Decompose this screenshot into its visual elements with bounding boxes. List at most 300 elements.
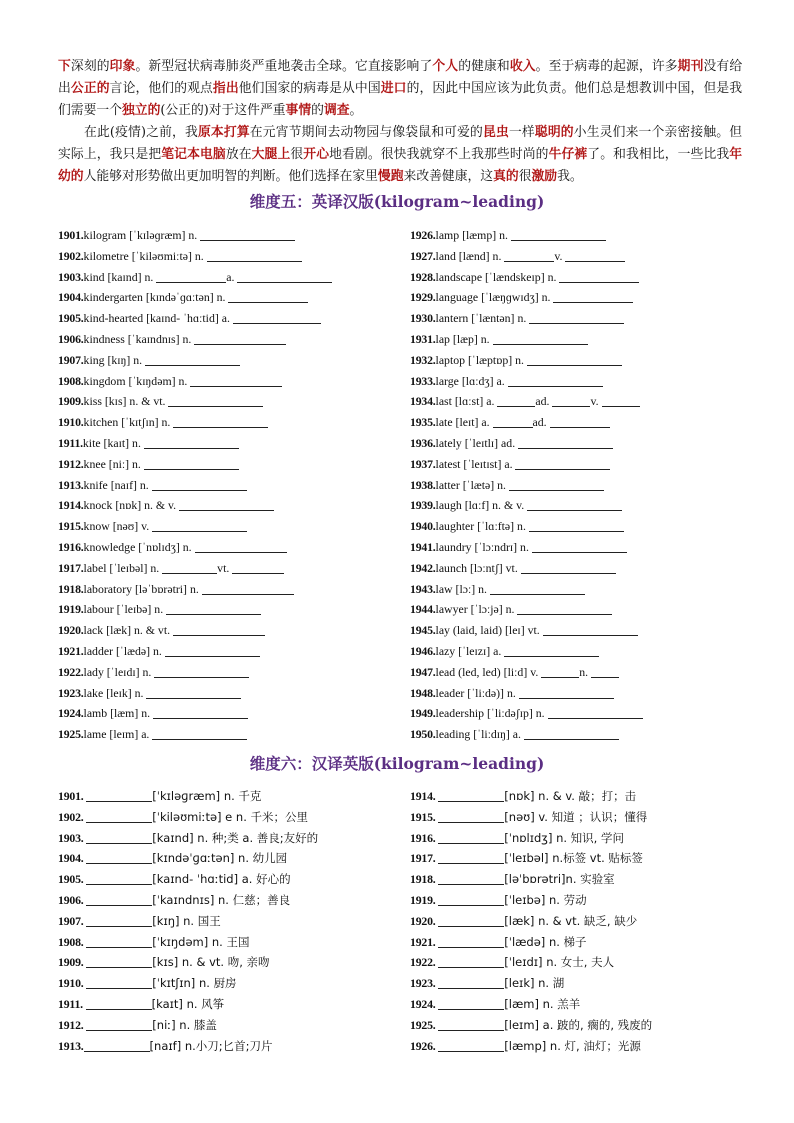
entry-text: know [nəʊ] v. (83, 519, 153, 534)
entry-text: [naɪf] n.小刀;匕首;刀片 (149, 1038, 273, 1053)
entry-text: [ˈlædə] n. 梯子 (504, 934, 587, 949)
entry-text: lay (laid, laid) [leɪ] vt. (435, 623, 543, 638)
passage-text: 在此(疫情)之前，我 (84, 125, 198, 140)
answer-blank[interactable] (86, 925, 152, 927)
entry-number: 1928. (410, 269, 436, 284)
part-of-speech: ad. (535, 394, 553, 409)
part-of-speech: ad. (532, 415, 550, 430)
answer-blank[interactable] (152, 530, 247, 532)
keyword: 独立的 (121, 103, 161, 118)
entry-number: 1937. (410, 456, 436, 471)
answer-blank[interactable] (156, 281, 226, 283)
answer-blank[interactable] (511, 239, 606, 241)
answer-blank[interactable] (162, 572, 217, 574)
entry-text: [ˈkɪtʃɪn] n. 厨房 (152, 976, 237, 991)
answer-blank[interactable] (152, 489, 247, 491)
keyword: 牛仔裤 (548, 147, 588, 162)
entry-text: lamp [læmp] n. (435, 228, 511, 242)
passage-text: 很 (518, 169, 532, 184)
vocab-row (410, 246, 750, 267)
entry-number: 1912. (58, 1017, 87, 1032)
vocab-row (58, 911, 398, 932)
entry-number: 1931. (410, 331, 436, 346)
passage-text: 我。 (557, 169, 583, 184)
answer-blank[interactable] (518, 447, 613, 449)
answer-blank[interactable] (490, 593, 585, 595)
keyword: 指出 (212, 81, 239, 96)
vocab-row (410, 994, 750, 1015)
entry-text: kindness [ˈkaɪndnɪs] n. (83, 331, 195, 346)
entry-number: 1945. (410, 623, 436, 638)
answer-blank[interactable] (438, 904, 504, 906)
entry-text: [ˈkɪŋdəm] n. 王国 (152, 934, 250, 949)
keyword: 调查 (323, 103, 350, 118)
answer-blank[interactable] (233, 322, 321, 324)
passage-text: 的健康和 (458, 59, 510, 74)
answer-blank[interactable] (86, 821, 152, 823)
entry-number: 1914. (410, 789, 439, 803)
entry-text: latter [ˈlætə] n. (435, 477, 509, 492)
answer-blank[interactable] (190, 385, 282, 387)
entry-number: 1922. (58, 664, 84, 679)
entry-number: 1941. (410, 539, 436, 554)
entry-number: 1911. (58, 996, 86, 1011)
passage-text: 很 (290, 147, 304, 162)
entry-number: 1901. (58, 228, 84, 242)
passage-text: 地看剧。很快我就穿不上我那些时尚的 (329, 147, 549, 162)
entry-text: [kɪŋ] n. 国王 (152, 913, 221, 928)
answer-blank[interactable] (438, 1008, 504, 1010)
vocab-row (410, 662, 750, 683)
answer-blank[interactable] (553, 301, 633, 303)
entry-number: 1901. (58, 789, 87, 803)
answer-blank[interactable] (168, 405, 263, 407)
vocab-row (58, 641, 398, 662)
answer-blank[interactable] (86, 966, 152, 968)
answer-blank[interactable] (591, 676, 619, 678)
vocab-row (58, 267, 398, 288)
answer-blank[interactable] (145, 364, 240, 366)
answer-blank[interactable] (529, 322, 624, 324)
entry-text: [læm] n. 羔羊 (504, 996, 581, 1011)
answer-blank[interactable] (86, 904, 152, 906)
keyword: 收入 (509, 59, 536, 74)
answer-blank[interactable] (438, 1029, 504, 1031)
entry-number: 1911. (58, 435, 83, 450)
section5-left-column (58, 225, 398, 745)
keyword: 原本打算 (197, 125, 250, 140)
answer-blank[interactable] (232, 572, 284, 574)
vocab-row (410, 475, 750, 496)
vocab-row (58, 558, 398, 579)
entry-text: kitchen [ˈkɪtʃɪn] n. (83, 415, 174, 430)
entry-number: 1906. (58, 331, 84, 346)
vocab-row (410, 911, 750, 932)
entry-text: leader [ˈliːdə)] n. (435, 685, 519, 700)
entry-number: 1921. (58, 643, 84, 658)
entry-text: ladder [ˈlædə] n. (83, 643, 165, 658)
answer-blank[interactable] (504, 260, 554, 262)
answer-blank[interactable] (194, 343, 286, 345)
vocab-row (58, 225, 398, 246)
answer-blank[interactable] (524, 738, 619, 740)
vocab-row (410, 1036, 750, 1057)
answer-blank[interactable] (86, 1008, 152, 1010)
entry-number: 1940. (410, 519, 436, 534)
keyword: 开心 (303, 147, 330, 162)
entry-number: 1936. (410, 435, 436, 450)
answer-blank[interactable] (497, 405, 535, 407)
vocab-row (410, 412, 750, 433)
vocab-row (58, 308, 398, 329)
entry-text: [ləˈbɒrətri]n. 实验室 (504, 872, 615, 887)
entry-text: lately [ˈleɪtlɪ] ad. (435, 435, 519, 450)
vocab-row (58, 932, 398, 953)
passage-text: 人能够对形势做出更加明智的判断。他们选择在家里 (83, 169, 378, 184)
vocab-row (410, 537, 750, 558)
answer-blank[interactable] (602, 405, 640, 407)
passage-text: 没有给出 (58, 59, 743, 96)
keyword: 慢跑 (377, 169, 404, 184)
entry-number: 1918. (58, 581, 84, 596)
answer-blank[interactable] (543, 634, 638, 636)
answer-blank[interactable] (200, 239, 295, 241)
keyword: 事情 (285, 103, 312, 118)
entry-number: 1906. (58, 892, 87, 907)
entry-number: 1903. (58, 269, 84, 284)
entry-text: laundry [ˈlɔːndrɪ] n. (435, 539, 532, 554)
answer-blank[interactable] (166, 613, 261, 615)
vocab-row (58, 1036, 398, 1057)
entry-text: kind [kaɪnd] n. (83, 269, 157, 284)
passage-text: 在元宵节期间去动物园与像袋鼠和可爱的 (249, 125, 484, 140)
answer-blank[interactable] (86, 862, 152, 864)
vocab-row (410, 579, 750, 600)
entry-text: kilogram [ˈkɪləɡræm] n. (83, 228, 201, 242)
keyword: 下 (58, 59, 71, 74)
entry-number: 1929. (410, 290, 436, 305)
vocab-row (410, 391, 750, 412)
vocab-row (58, 454, 398, 475)
vocab-row (58, 662, 398, 683)
answer-blank[interactable] (521, 572, 616, 574)
vocab-row (58, 1015, 398, 1036)
entry-number: 1926. (410, 1038, 439, 1053)
entry-number: 1944. (410, 602, 436, 617)
entry-text: knock [nɒk] n. & v. (83, 498, 180, 513)
vocab-row (410, 454, 750, 475)
answer-blank[interactable] (438, 946, 504, 948)
entry-number: 1907. (58, 352, 84, 367)
answer-blank[interactable] (559, 281, 639, 283)
answer-blank[interactable] (154, 676, 249, 678)
passage-paragraph-2 (58, 122, 742, 188)
answer-blank[interactable] (438, 862, 504, 864)
entry-text: [ˈkiləʊmiːtə] e n. 千米；公里 (152, 809, 309, 824)
entry-text: leadership [ˈliːdəʃɪp] n. (435, 706, 548, 721)
entry-text: launch [lɔːntʃ] vt. (435, 560, 521, 575)
answer-blank[interactable] (438, 842, 504, 844)
entry-number: 1905. (58, 872, 87, 887)
passage-text: 来改善健康，这 (403, 169, 494, 184)
answer-blank[interactable] (86, 946, 152, 948)
passage-text: 的 (311, 103, 324, 118)
answer-blank[interactable] (438, 883, 504, 885)
entry-text: [leɪm] a. 跛的, 瘸的, 残废的 (504, 1017, 653, 1032)
passage-text: 了。和我相比，一些比我 (587, 147, 730, 162)
entry-number: 1910. (58, 976, 87, 991)
entry-text: label [ˈleɪbəl] n. (83, 560, 163, 575)
entry-number: 1916. (410, 830, 439, 845)
answer-blank[interactable] (144, 447, 239, 449)
answer-blank[interactable] (517, 613, 612, 615)
passage-text: 言论，他们的观点 (109, 81, 213, 96)
entry-number: 1918. (410, 872, 439, 887)
keyword: 大腿上 (251, 147, 291, 162)
answer-blank[interactable] (86, 1029, 152, 1031)
entry-number: 1913. (58, 477, 84, 492)
vocab-row (58, 287, 398, 308)
answer-blank[interactable] (541, 676, 579, 678)
answer-blank[interactable] (228, 301, 308, 303)
answer-blank[interactable] (565, 260, 625, 262)
keyword: 公正的 (70, 81, 110, 96)
answer-blank[interactable] (493, 343, 588, 345)
answer-blank[interactable] (552, 405, 590, 407)
answer-blank[interactable] (550, 426, 610, 428)
vocab-row (58, 994, 398, 1015)
entry-text: [kaɪnd] n. 种;类 a. 善良;友好的 (152, 830, 319, 845)
entry-number: 1917. (58, 560, 84, 575)
entry-text: kingdom [ˈkɪŋdəm] n. (83, 373, 191, 388)
entry-number: 1923. (410, 976, 439, 991)
entry-text: late [leɪt] a. (435, 415, 493, 430)
answer-blank[interactable] (509, 489, 604, 491)
vocab-row (410, 558, 750, 579)
keyword: 个人 (432, 59, 459, 74)
entry-text: [kaɪt] n. 风筝 (151, 996, 225, 1011)
keyword: 激励 (531, 169, 558, 184)
keyword: 印象 (109, 59, 136, 74)
passage-text: 。至于病毒的起源，许多 (535, 59, 678, 74)
passage-text: 深刻的 (70, 59, 110, 74)
vocab-row (410, 848, 750, 869)
entry-text: [læmp] n. 灯, 油灯；光源 (504, 1038, 641, 1053)
answer-blank[interactable] (86, 987, 152, 989)
vocab-row (58, 807, 398, 828)
entry-number: 1919. (58, 602, 84, 617)
entry-number: 1909. (58, 394, 84, 409)
vocab-row (410, 599, 750, 620)
entry-text: [ˈleɪdɪ] n. 女士, 夫人 (504, 955, 615, 970)
vocab-row (410, 350, 750, 371)
passage-text: (公正的)对于这件严重 (160, 103, 286, 118)
entry-number: 1933. (410, 373, 436, 388)
entry-text: [ˈleɪbəl] n.标签 vt. 贴标签 (504, 851, 643, 866)
entry-text: [leɪk] n. 湖 (504, 976, 565, 991)
vocab-row (58, 620, 398, 641)
answer-blank[interactable] (438, 1050, 504, 1052)
entry-number: 1926. (410, 228, 436, 242)
vocab-row (58, 786, 398, 807)
entry-text: kindergarten [kɪndəˈɡɑːtən] n. (83, 290, 229, 305)
entry-text: kiss [kɪs] n. & vt. (83, 394, 169, 409)
answer-blank[interactable] (508, 385, 603, 387)
vocab-row (410, 641, 750, 662)
vocab-row (410, 1015, 750, 1036)
answer-blank[interactable] (519, 697, 614, 699)
answer-blank[interactable] (438, 966, 504, 968)
entry-number: 1943. (410, 581, 436, 596)
section6-left-column (58, 786, 398, 1056)
vocab-row (410, 786, 750, 807)
entry-number: 1939. (410, 498, 436, 513)
entry-text: [ˈkɪləɡræm] n. 千克 (152, 789, 262, 803)
vocab-row (58, 412, 398, 433)
keyword: 聪明的 (534, 125, 574, 140)
entry-number: 1923. (58, 685, 84, 700)
vocab-row (410, 973, 750, 994)
vocab-row (410, 371, 750, 392)
answer-blank[interactable] (146, 697, 241, 699)
entry-number: 1902. (58, 809, 87, 824)
answer-blank[interactable] (86, 842, 152, 844)
passage-text: 的，因此中国应该为此负责。他们总是想教训中国，但是我们需要一个 (58, 81, 743, 118)
vocab-row (410, 329, 750, 350)
entry-text: lawyer [ˈlɔːjə] n. (435, 602, 518, 617)
entry-number: 1917. (410, 851, 439, 866)
entry-number: 1908. (58, 934, 87, 949)
entry-number: 1909. (58, 955, 87, 970)
entry-text: [ˈleɪbə] n. 劳动 (504, 892, 587, 907)
entry-text: [læk] n. & vt. 缺乏, 缺少 (504, 913, 638, 928)
answer-blank[interactable] (529, 530, 624, 532)
entry-number: 1938. (410, 477, 436, 492)
section5-right-column (410, 225, 750, 745)
passage-paragraph-1 (58, 56, 742, 122)
section6-right-column (410, 786, 750, 1056)
entry-number: 1949. (410, 706, 436, 721)
vocab-row (410, 724, 750, 745)
vocab-row (410, 952, 750, 973)
entry-number: 1950. (410, 727, 436, 742)
vocab-row (58, 391, 398, 412)
entry-text: king [kɪŋ] n. (83, 352, 146, 367)
vocab-row (58, 433, 398, 454)
keyword: 笔记本电脑 (161, 147, 226, 162)
answer-blank[interactable] (438, 800, 504, 802)
entry-text: kilometre [ˈkiləʊmiːtə] n. (83, 248, 207, 263)
entry-number: 1919. (410, 892, 439, 907)
entry-number: 1914. (58, 498, 84, 513)
answer-blank[interactable] (173, 634, 265, 636)
passage-text: 放在 (225, 147, 252, 162)
entry-number: 1902. (58, 248, 84, 263)
vocab-row (410, 267, 750, 288)
answer-blank[interactable] (504, 655, 599, 657)
vocab-row (58, 537, 398, 558)
vocab-row (410, 620, 750, 641)
vocab-row (58, 516, 398, 537)
answer-blank[interactable] (438, 821, 504, 823)
vocab-row (58, 329, 398, 350)
entry-text: landscape [ˈlændskeɪp] n. (435, 269, 560, 284)
answer-blank[interactable] (493, 426, 533, 428)
part-of-speech: vt. (217, 560, 233, 575)
vocab-row (58, 683, 398, 704)
answer-blank[interactable] (144, 468, 239, 470)
entry-text: laboratory [ləˈbɒrətri] n. (83, 581, 202, 596)
answer-blank[interactable] (152, 738, 247, 740)
answer-blank[interactable] (438, 925, 504, 927)
answer-blank[interactable] (86, 800, 152, 802)
keyword: 昆虫 (483, 125, 509, 140)
vocab-row (58, 890, 398, 911)
vocab-row (58, 599, 398, 620)
answer-blank[interactable] (532, 551, 627, 553)
answer-blank[interactable] (237, 281, 332, 283)
answer-blank[interactable] (173, 426, 268, 428)
entry-text: leading [ˈliːdɪŋ] a. (435, 727, 524, 742)
entry-text: law [lɔː] n. (435, 581, 490, 596)
answer-blank[interactable] (438, 987, 504, 989)
vocab-row (58, 495, 398, 516)
answer-blank[interactable] (153, 717, 248, 719)
entry-number: 1947. (410, 664, 436, 679)
answer-blank[interactable] (527, 509, 622, 511)
entry-number: 1903. (58, 830, 87, 845)
entry-number: 1921. (410, 934, 439, 949)
section5-title: 维度五：英译汉版(kilogram~leading) (249, 192, 545, 211)
entry-number: 1930. (410, 311, 436, 326)
answer-blank[interactable] (207, 260, 302, 262)
entry-number: 1924. (410, 996, 439, 1011)
entry-number: 1916. (58, 539, 84, 554)
vocab-row (58, 952, 398, 973)
vocab-row (58, 703, 398, 724)
entry-text: [nəʊ] v. 知道 ；认识；懂得 (504, 809, 648, 824)
answer-blank[interactable] (165, 655, 260, 657)
keyword: 年幼的 (58, 147, 743, 184)
answer-blank[interactable] (548, 717, 643, 719)
entry-text: laugh [lɑːf] n. & v. (435, 498, 528, 513)
answer-blank[interactable] (527, 364, 622, 366)
entry-number: 1920. (410, 913, 439, 928)
vocab-row (58, 371, 398, 392)
entry-text: lazy [ˈleɪzɪ] a. (435, 643, 505, 658)
entry-text: [kaɪnd- ˈhɑːtid] a. 好心的 (152, 872, 291, 887)
entry-text: [nɒk] n. & v. 敲；打；击 (504, 789, 637, 803)
entry-text: lake [leɪk] n. (83, 685, 147, 700)
answer-blank[interactable] (84, 1050, 150, 1052)
passage-text: 他们国家的病毒是从中国 (238, 81, 381, 96)
vocab-row (58, 828, 398, 849)
entry-text: laughter [ˈlɑːftə] n. (435, 519, 529, 534)
section6-title: 维度六：汉译英版(kilogram~leading) (249, 754, 545, 773)
entry-text: language [ˈlæŋɡwɪdʒ] n. (435, 290, 554, 305)
vocab-row (410, 869, 750, 890)
answer-blank[interactable] (195, 551, 287, 553)
keyword: 真的 (493, 169, 519, 184)
vocab-row (410, 433, 750, 454)
answer-blank[interactable] (202, 593, 294, 595)
answer-blank[interactable] (86, 883, 152, 885)
entry-number: 1924. (58, 706, 84, 721)
answer-blank[interactable] (179, 509, 274, 511)
entry-text: kite [kaɪt] n. (82, 435, 144, 450)
entry-text: lack [læk] n. & vt. (83, 623, 173, 638)
answer-blank[interactable] (515, 468, 610, 470)
